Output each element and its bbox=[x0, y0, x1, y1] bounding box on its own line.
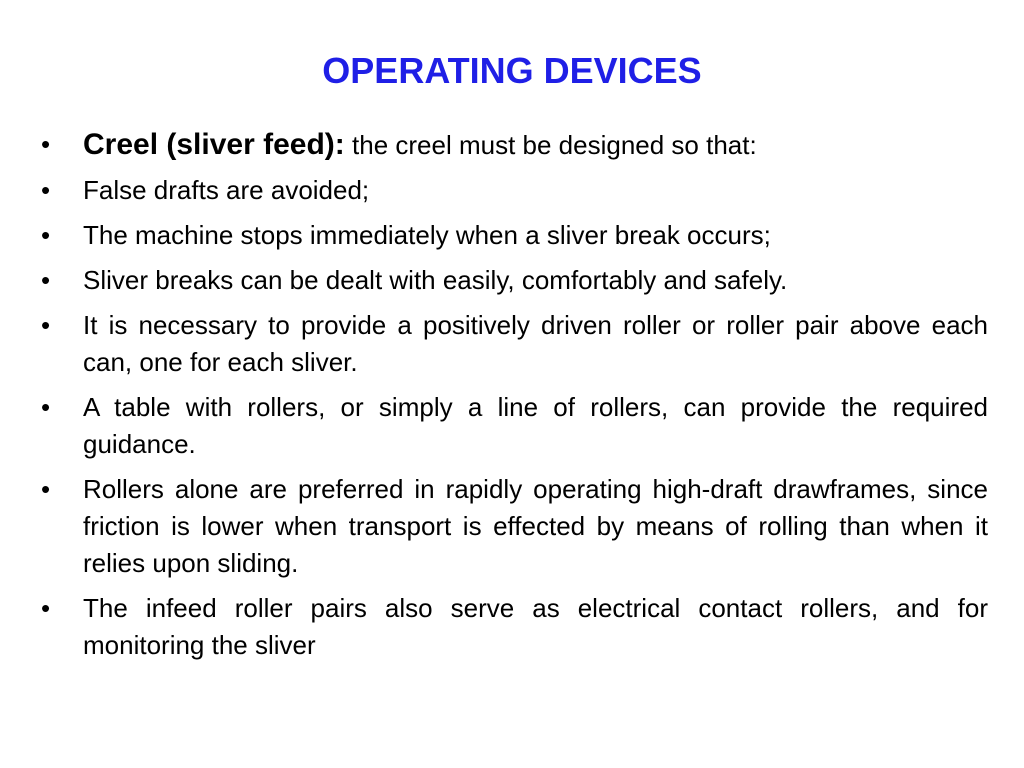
bullet-item-machine-stops bbox=[41, 217, 988, 254]
bullet-icon: • bbox=[41, 220, 51, 250]
bullet-item-sliver-breaks bbox=[41, 262, 988, 299]
bullet-icon: • bbox=[41, 474, 51, 504]
bullet-icon: • bbox=[41, 392, 51, 422]
bullet-item-table-rollers bbox=[41, 389, 988, 463]
slide-title: OPERATING DEVICES bbox=[322, 50, 702, 91]
bullet-item-positive-roller bbox=[41, 307, 988, 381]
bullet-item-rollers-alone bbox=[41, 471, 988, 582]
bullet-text: Sliver breaks can be dealt with easily, comfortably and safely. bbox=[83, 265, 788, 295]
bullet-lead-text: Creel (sliver feed): bbox=[83, 128, 345, 161]
bullet-list bbox=[41, 126, 988, 672]
bullet-icon: • bbox=[41, 310, 51, 340]
bullet-text: It is necessary to provide a positively driven roller or roller pair above each can, one for each sliver. bbox=[83, 310, 988, 377]
bullet-item-false-drafts bbox=[41, 172, 988, 209]
bullet-icon: • bbox=[41, 175, 51, 205]
bullet-text: The infeed roller pairs also serve as electrical contact rollers, and for monitoring the sliver bbox=[83, 593, 988, 660]
bullet-text: A table with rollers, or simply a line of rollers, can provide the required guidance. bbox=[83, 392, 988, 459]
bullet-icon: • bbox=[41, 593, 51, 623]
bullet-icon: • bbox=[41, 265, 51, 295]
bullet-item-infeed-rollers bbox=[41, 590, 988, 664]
bullet-text: The machine stops immediately when a sliver break occurs; bbox=[83, 220, 771, 250]
bullet-text: False drafts are avoided; bbox=[83, 175, 370, 205]
bullet-icon: • bbox=[41, 129, 51, 159]
bullet-item-creel bbox=[41, 126, 988, 164]
bullet-text: the creel must be designed so that: bbox=[344, 130, 757, 160]
bullet-text: Rollers alone are preferred in rapidly operating high-draft drawframes, since friction is lower when transport is effected by means of rolling than when it relies upon sliding. bbox=[83, 474, 988, 578]
